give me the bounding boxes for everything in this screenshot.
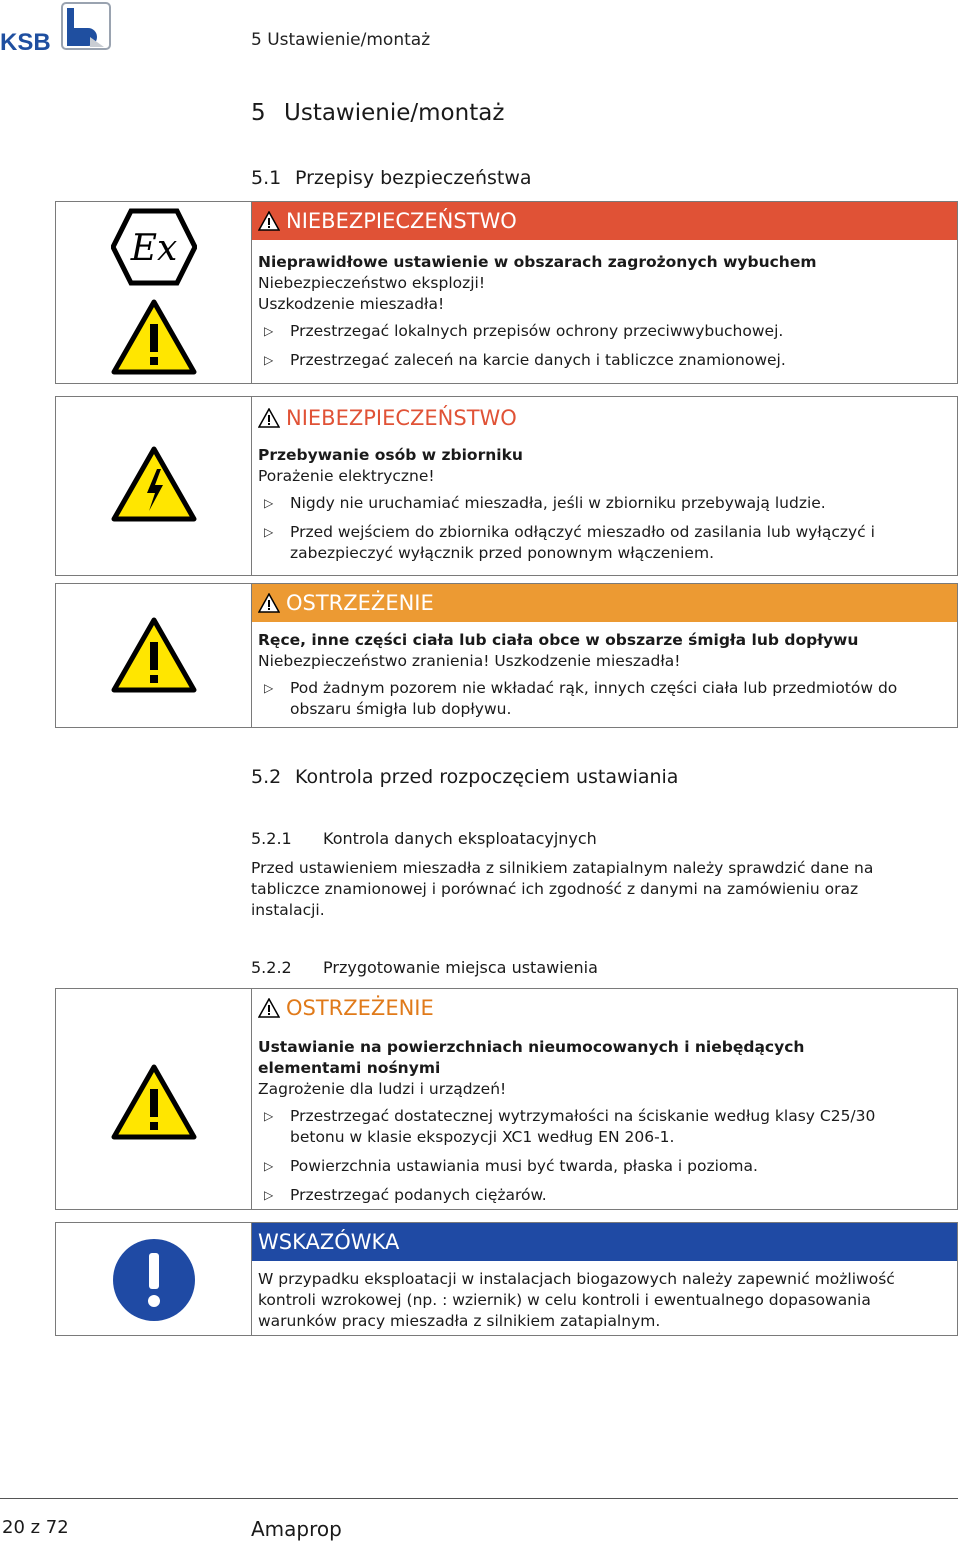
section-heading-5-2: 5.2 Kontrola przed rozpoczęciem ustawiania <box>251 766 679 788</box>
notice-heading: Ustawianie na powierzchniach nieumocowanych i niebędących elementami nośnymi <box>258 1038 805 1077</box>
section-heading-5-1: 5.1 Przepisy bezpieczeństwa <box>251 167 532 189</box>
general-warning-icon <box>111 616 197 694</box>
subsection-heading-5-2-1: 5.2.1 Kontrola danych eksploatacyjnych <box>251 829 597 848</box>
list-item: ▷ Przestrzegać podanych ciężarów. <box>264 1186 547 1204</box>
list-item: ▷ Pod żadnym pozorem nie wkładać rąk, innych części ciała lub przedmiotów do obszaru śmigła lub dopływu. <box>264 679 898 718</box>
running-header: 5 Ustawienie/montaż <box>251 30 431 50</box>
box3-icon-panel <box>55 583 252 728</box>
svg-text:KSB: KSB <box>0 29 51 56</box>
general-warning-icon <box>111 1063 197 1141</box>
notice-line: Uszkodzenie mieszadła! <box>258 295 445 313</box>
list-item: ▷ Przed wejściem do zbiornika odłączyć mieszadło od zasilania lub wyłączyć i zabezpieczyć wyłącznik przed ponownym włączeniem. <box>264 523 875 562</box>
chapter-heading: 5 Ustawienie/montaż <box>251 100 505 126</box>
svg-text:Ex: Ex <box>130 228 178 269</box>
ksb-logo <box>0 0 115 58</box>
note-banner: WSKAZÓWKA <box>252 1223 957 1261</box>
box2-icon-panel <box>55 396 252 576</box>
box5-icon-panel <box>55 1222 252 1336</box>
danger-banner: NIEBEZPIECZEŃSTWO <box>252 397 957 435</box>
footer-divider <box>0 1498 958 1499</box>
mandatory-note-icon <box>111 1237 197 1323</box>
box5-note <box>251 1222 958 1336</box>
box3-warning-notice <box>251 583 958 728</box>
notice-line: Niebezpieczeństwo zranienia! Uszkodzenie mieszadła! <box>258 652 681 670</box>
list-item: ▷ Powierzchnia ustawiania musi być twarda, płaska i pozioma. <box>264 1157 758 1175</box>
danger-banner: NIEBEZPIECZEŃSTWO <box>252 202 957 240</box>
general-warning-icon <box>111 298 197 376</box>
box4-warning-notice <box>251 988 958 1210</box>
paragraph: Przed ustawieniem mieszadła z silnikiem zatapialnym należy sprawdzić dane na tabliczce znamionowej i porównać ich zgodność z danymi na zamówieniu oraz instalacji. <box>251 859 874 919</box>
list-item: ▷ Przestrzegać zaleceń na karcie danych i tabliczce znamionowej. <box>264 351 786 369</box>
note-text: W przypadku eksploatacji w instalacjach biogazowych należy zapewnić możliwość kontroli wzrokowej (np. : wziernik) w celu kontroli i ewentualnego dopasowania warunków pracy mieszadła z silnikiem zatapialnym. <box>258 1270 895 1330</box>
subsection-heading-5-2-2: 5.2.2 Przygotowanie miejsca ustawienia <box>251 958 598 977</box>
box1-icon-panel <box>55 201 252 384</box>
box4-icon-panel <box>55 988 252 1210</box>
notice-line: Zagrożenie dla ludzi i urządzeń! <box>258 1080 507 1098</box>
electrical-hazard-icon <box>111 445 197 523</box>
notice-heading: Nieprawidłowe ustawienie w obszarach zagrożonych wybuchem <box>258 253 817 271</box>
warning-banner: OSTRZEŻENIE <box>252 989 957 1027</box>
list-item: ▷ Nigdy nie uruchamiać mieszadła, jeśli w zbiorniku przebywają ludzie. <box>264 494 826 512</box>
explosion-hazard-icon <box>111 208 197 286</box>
list-item: ▷ Przestrzegać lokalnych przepisów ochrony przeciwwybuchowej. <box>264 322 784 340</box>
box1-danger-notice <box>251 201 958 384</box>
warning-banner: OSTRZEŻENIE <box>252 584 957 622</box>
box2-danger-notice <box>251 396 958 576</box>
notice-line: Porażenie elektryczne! <box>258 467 435 485</box>
product-name: Amaprop <box>251 1517 342 1541</box>
warning-icon <box>258 593 280 613</box>
notice-heading: Przebywanie osób w zbiorniku <box>258 446 523 464</box>
list-item: ▷ Przestrzegać dostatecznej wytrzymałości na ściskanie według klasy C25/30 betonu w klasie ekspozycji XC1 według EN 206-1. <box>264 1107 876 1146</box>
notice-line: Niebezpieczeństwo eksplozji! <box>258 274 486 292</box>
warning-icon <box>258 998 280 1018</box>
warning-icon <box>258 211 280 231</box>
notice-heading: Ręce, inne części ciała lub ciała obce w obszarze śmigła lub dopływu <box>258 631 859 649</box>
page-number: 20 z 72 <box>2 1517 69 1538</box>
warning-icon <box>258 408 280 428</box>
